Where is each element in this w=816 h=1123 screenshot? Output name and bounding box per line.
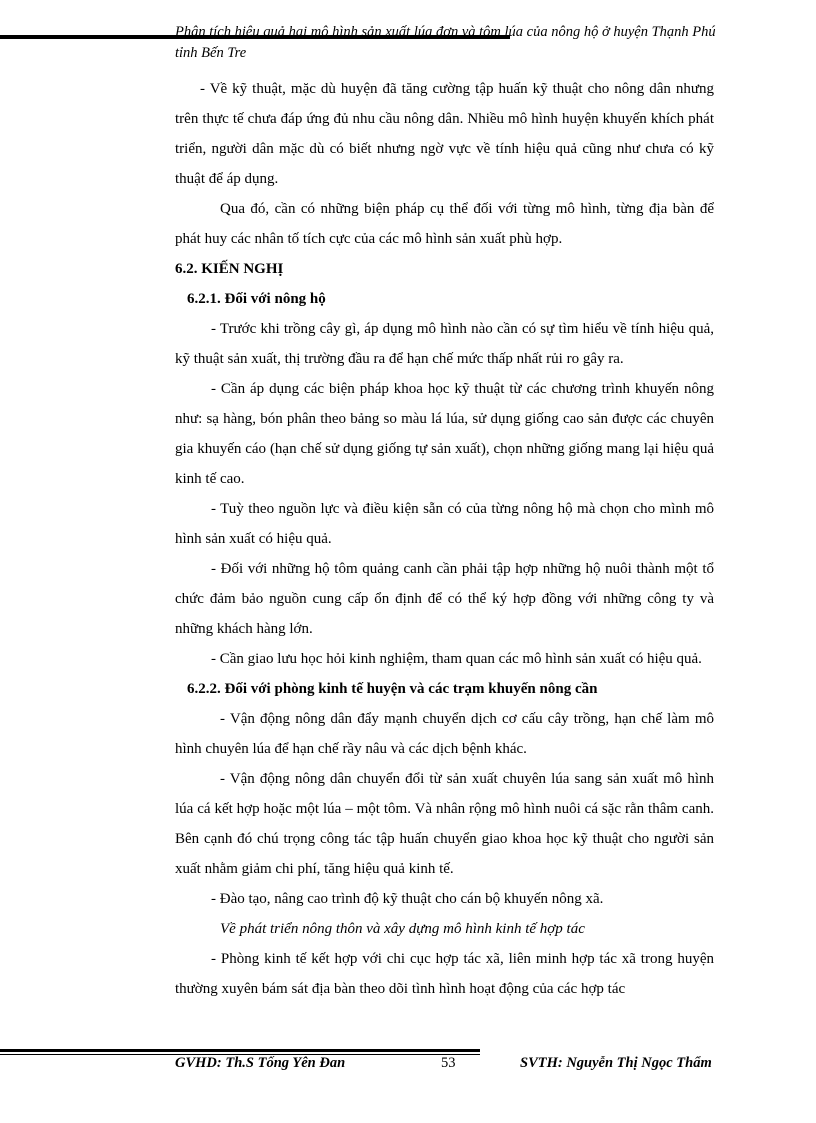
paragraph: - Đối với những hộ tôm quảng canh cần phải tập hợp những hộ nuôi thành một tổ chức đảm bảo nguồn cung cấp ổn định để có thể ký hợp đồng với những công ty và những khách hàng lớn. — [175, 561, 714, 637]
italic-subheading: Về phát triển nông thôn và xây dựng mô hình kinh tế hợp tác — [220, 921, 585, 937]
subsection-heading: 6.2.2. Đối với phòng kinh tế huyện và các trạm khuyến nông cần — [187, 681, 598, 697]
page-body — [175, 74, 714, 1004]
subsection-heading: 6.2.1. Đối với nông hộ — [187, 291, 326, 307]
section-heading: 6.2. KIẾN NGHỊ — [175, 261, 284, 277]
footer-student: SVTH: Nguyễn Thị Ngọc Thẩm — [520, 1055, 712, 1071]
paragraph: - Cần giao lưu học hỏi kinh nghiệm, tham quan các mô hình sản xuất có hiệu quả. — [211, 651, 702, 667]
page-number: 53 — [441, 1055, 456, 1071]
paragraph: Qua đó, cần có những biện pháp cụ thể đối với từng mô hình, từng địa bàn để phát huy các nhân tố tích cực của các mô hình sản xuất phù hợp. — [175, 201, 714, 247]
paragraph: - Đào tạo, nâng cao trình độ kỹ thuật cho cán bộ khuyến nông xã. — [211, 891, 604, 907]
paragraph: - Tuỳ theo nguồn lực và điều kiện sẵn có của từng nông hộ mà chọn cho mình mô hình sản xuất có hiệu quả. — [175, 501, 714, 547]
paragraph: - Cần áp dụng các biện pháp khoa học kỹ thuật từ các chương trình khuyến nông như: sạ hàng, bón phân theo bảng so màu lá lúa, sử dụng giống cao sản được các chuyên gia khuyến cáo (hạn chế sử dụng giống tự sản xuất), chọn những giống mang lại hiệu quả kinh tế cao. — [175, 381, 714, 487]
paragraph: - Trước khi trồng cây gì, áp dụng mô hình nào cần có sự tìm hiểu về tính hiệu quả, kỹ thuật sản xuất, thị trường đầu ra để hạn chế mức thấp nhất rủi ro gây ra. — [175, 321, 714, 367]
paragraph: - Về kỹ thuật, mặc dù huyện đã tăng cường tập huấn kỹ thuật cho nông dân nhưng trên thực tế chưa đáp ứng đủ nhu cầu nông dân. Nhiều mô hình huyện khuyến khích phát triển, người dân mặc dù có biết nhưng ngờ vực về tính hiệu quả cũng như chưa có kỹ thuật để áp dụng. — [175, 81, 714, 187]
running-header: Phân tích hiệu quả hai mô hình sản xuất lúa đơn và tôm lúa của nông hộ ở huyện Thạnh Phú tỉnh Bến Tre — [175, 24, 716, 61]
paragraph: - Phòng kinh tế kết hợp với chi cục hợp tác xã, liên minh hợp tác xã trong huyện thường xuyên bám sát địa bàn theo dõi tình hình hoạt động của các hợp tác — [175, 951, 714, 997]
footer-advisor: GVHD: Th.S Tống Yên Đan — [175, 1055, 346, 1071]
paragraph: - Vận động nông dân đẩy mạnh chuyển dịch cơ cấu cây trồng, hạn chế làm mô hình chuyên lúa để hạn chế rầy nâu và các dịch bệnh khác. — [175, 711, 714, 757]
paragraph: - Vận động nông dân chuyển đổi từ sản xuất chuyên lúa sang sản xuất mô hình lúa cá kết hợp hoặc một lúa – một tôm. Và nhân rộng mô hình nuôi cá sặc rằn thâm canh. Bên cạnh đó chú trọng công tác tập huấn chuyển giao khoa học kỹ thuật cho người sản xuất nhằm giảm chi phí, tăng hiệu quả kinh tế. — [175, 771, 714, 877]
footer-rule — [0, 1049, 480, 1052]
